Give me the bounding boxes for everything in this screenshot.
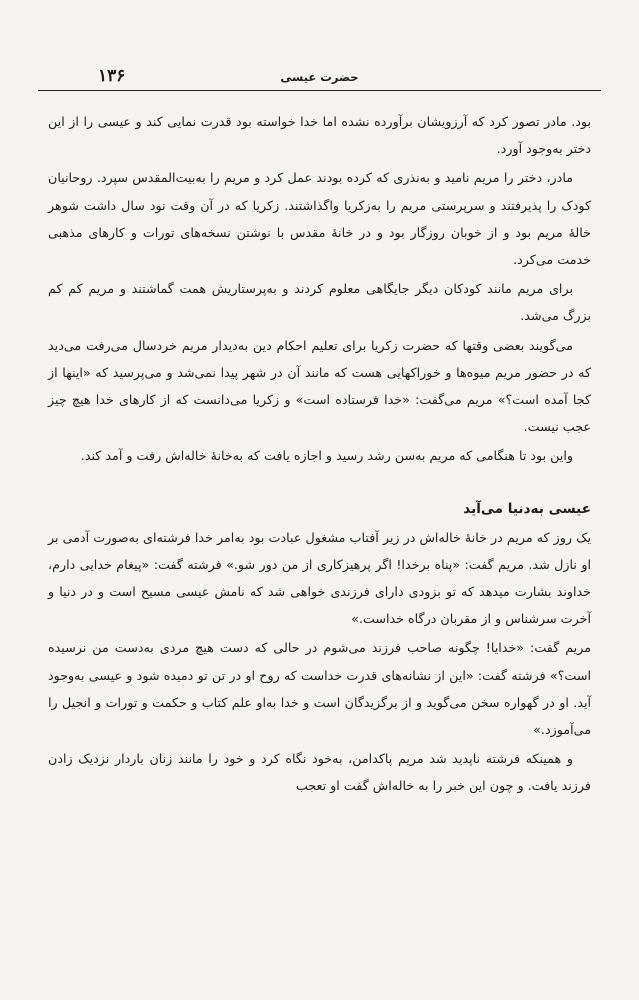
paragraph: یک روز که مریم در خانهٔ خاله‌اش در زیر آفتاب مشغول عبادت بود به‌امر خدا فرشته‌ای به‌صورت آدمی بر او نازل شد. مریم گفت: «پناه برخدا! اگر پرهیزکاری از من دور شو.» فرشته گفت: «پیغام خدایی دارم، خداوند بشارت میدهد که تو بزودی دارای فرزندی خواهی شد که نامش عیسی مسیح است و در دنیا و آخرت سرشناس و از مقربان درگاه خداست.» [48, 529, 591, 627]
paragraph: واین بود تا هنگامی که مریم به‌سن رشد رسید و اجازه یافت که به‌خانهٔ خاله‌اش رفت و آمد کند. [80, 448, 573, 464]
section-title: عیسی به‌دنیا می‌آید [463, 500, 591, 517]
main-text [48, 108, 591, 942]
page-number: ۱۳۶ [98, 66, 126, 86]
paragraph: و همینکه فرشته ناپدید شد مریم پاکدامن، به‌خود نگاه کرد و خود را مانند زنان باردار نزدیک زادن فرزند یافت. و چون این خبر را به خاله‌اش گفت او تعجب [48, 751, 591, 794]
paragraph: برای مریم مانند کودکان دیگر جایگاهی معلوم کردند و به‌پرستاریش همت گماشتند و مریم کم کم بزرگ می‌شد. [48, 281, 591, 324]
paragraph: بود. مادر تصور کرد که آرزویشان برآورده نشده اما خدا خواسته بود قدرت نمایی کند و عیسی را از این دختر به‌وجود آورد. [48, 114, 591, 157]
paragraph: می‌گویند بعضی وقتها که حضرت زکریا برای تعلیم احکام دین به‌دیدار مریم خردسال می‌رفت می‌دید که در حضور مریم میوه‌ها و خوراکهایی هست که مانند آن در شهر پیدا نمی‌شد و می‌پرسید که «اینها از کجا آمده است؟» مریم می‌گفت: «خدا فرستاده است» و زکریا می‌دانست که از کارهای خدا هیچ چیز عجب نیست. [48, 337, 591, 435]
page-header [38, 66, 601, 91]
paragraph: مریم گفت: «خدایا! چگونه صاحب فرزند می‌شوم در حالی که دست هیچ مردی به‌دست من نرسیده است؟» فرشته گفت: «این از نشانه‌های قدرت خداست که روح او در تن تو دمیده شود و عیسی به‌وجود آید. او در گهواره سخن می‌گوید و از برگزیدگان است و خدا به‌او علم کتاب و حکمت و تورات و انجیل را می‌آموزد.» [48, 640, 591, 738]
paragraph: مادر، دختر را مریم نامید و به‌نذری که کرده بودند عمل کرد و مریم را به‌بیت‌المقدس سپرد. روحانیان کودک را پذیرفتند و سرپرستی مریم را به‌زکریا واگذاشتند. زکریا که در آن وقت نود سال داشت شوهر خالهٔ مریم بود و از خوبان روزگار بود و در خانهٔ مقدس با نوشتن نسخه‌های تورات و کارهای مذهبی خدمت می‌کرد. [48, 170, 591, 268]
running-title: حضرت عیسی [280, 70, 359, 84]
